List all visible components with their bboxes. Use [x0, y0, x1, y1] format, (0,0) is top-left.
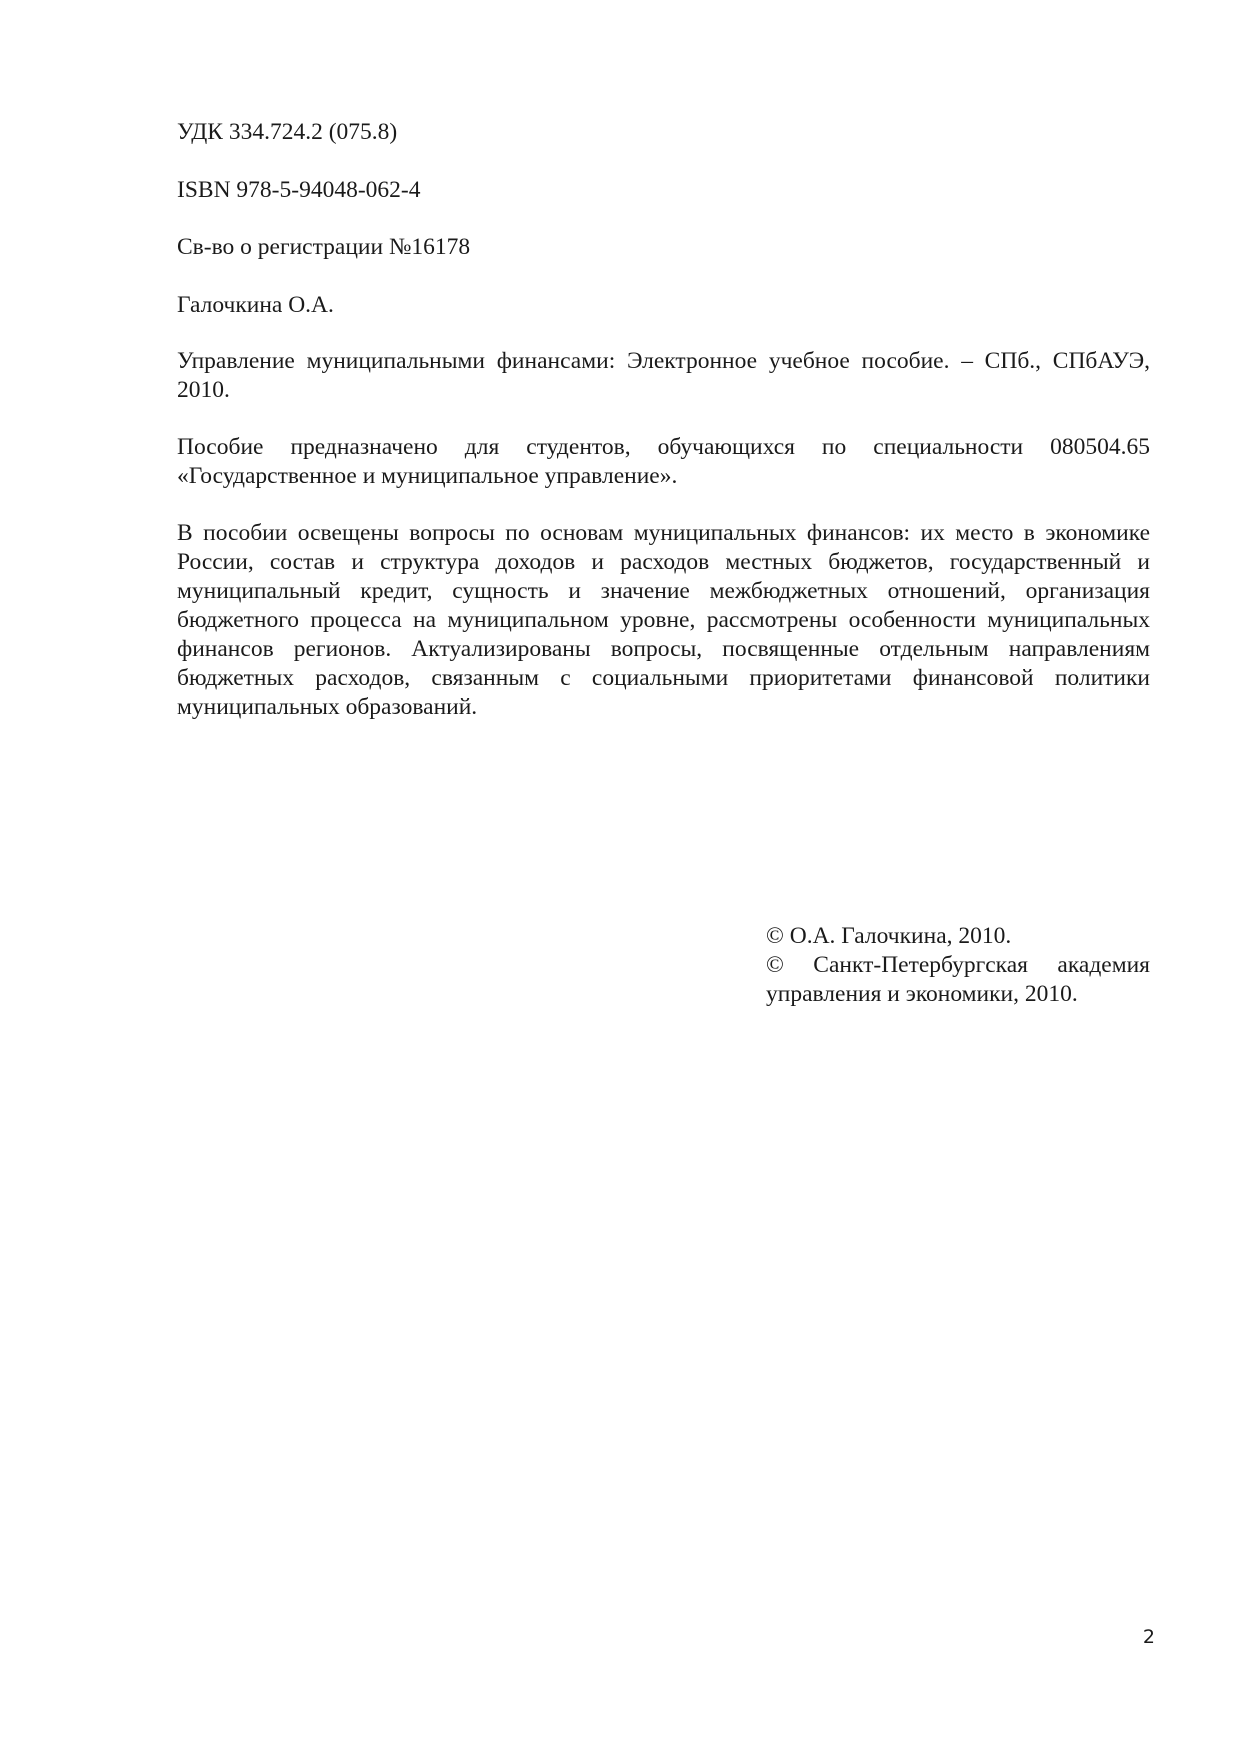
title-citation: Управление муниципальными финансами: Электронное учебное пособие. – СПб., СПбАУЭ, 2010. [177, 348, 1150, 403]
page-number: 2 [1142, 1626, 1155, 1648]
registration-line: Св-во о регистрации №16178 [177, 234, 471, 260]
copyright-academy-line-1: © Санкт-Петербургская академия [766, 952, 1150, 978]
copyright-block [766, 922, 1150, 1009]
abstract-paragraph: В пособии освещены вопросы по основам муниципальных финансов: их место в экономике России, состав и структура доходов и расходов местных бюджетов, государственный и муниципальный кредит, сущность и значение межбюджетных отношений, организация бюджетного процесса на муниципальном уровне, рассмотрены особенности муниципальных финансов регионов. Актуализированы вопросы, посвященные отдельным направлениям бюджетных расходов, связанным с социальными приоритетами финансовой политики муниципальных образований. [177, 520, 1150, 720]
purpose-paragraph: Пособие предназначено для студентов, обучающихся по специальности 080504.65 «Государственное и муниципальное управление». [177, 434, 1150, 489]
copyright-academy-line-2: управления и экономики, 2010. [766, 981, 1078, 1007]
udk-line: УДК 334.724.2 (075.8) [177, 119, 398, 145]
author-line: Галочкина О.А. [177, 292, 334, 318]
isbn-line: ISBN 978-5-94048-062-4 [177, 177, 421, 203]
copyright-author: © О.А. Галочкина, 2010. [766, 923, 1012, 949]
